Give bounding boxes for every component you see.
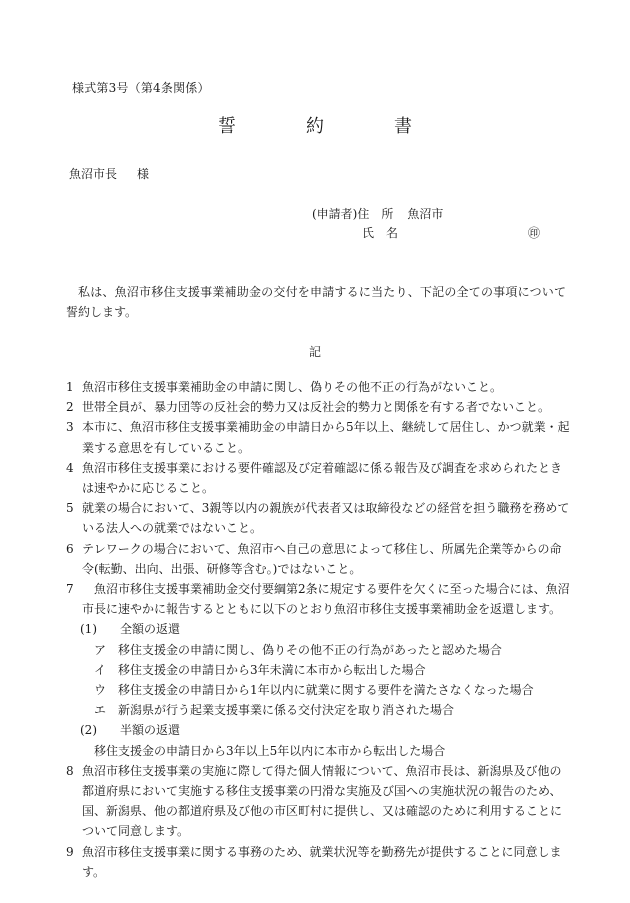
case-text: 移住支援金の申請日から1年以内に就業に関する要件を満たさなくなった場合: [118, 683, 534, 698]
refund-full-case-i: [66, 660, 570, 680]
pledge-item-7: [66, 579, 570, 619]
item-text: 世帯全員が、暴力団等の反社会的勢力又は反社会的勢力と関係を有する者でないこと。: [82, 400, 551, 415]
name-label: 氏 名: [362, 226, 399, 240]
pledge-item-2: [66, 397, 570, 417]
item-text: 魚沼市移住支援事業における要件確認及び定着確認に係る報告及び調査を求められたときは速やかに応じること。: [82, 460, 563, 496]
item-number: 2: [66, 400, 74, 415]
case-text: 移住支援金の申請日から3年未満に本市から転出した場合: [118, 662, 426, 677]
item-number: 5: [66, 501, 74, 516]
pledge-item-3: [66, 417, 570, 457]
item-number: 8: [66, 763, 74, 778]
pledge-item-5: [66, 498, 570, 538]
item-number: 7: [66, 582, 74, 597]
item-text: 魚沼市移住支援事業に関する事務のため、就業状況等を勤務先が提供することに同意します。: [82, 844, 562, 879]
sub-label: 半額の返還: [120, 723, 181, 738]
intro-paragraph: 私は、魚沼市移住支援事業補助金の交付を申請するに当たり、下記の全ての事項について誓約します。: [66, 285, 566, 319]
refund-half-heading: [66, 720, 570, 740]
addressee: [69, 165, 149, 182]
document-title: 誓 約 書: [218, 116, 438, 137]
item-text: 魚沼市移住支援事業の実施に際して得た個人情報について、魚沼市長は、新潟県及び他の都道府県において実施する移住支援事業の円滑な実施及び国への実施状況の報告のため、国、新潟県、他の都道府県及び他の市区町村に提供し、又は確認のために利用することについて同意します。: [82, 763, 563, 839]
item-number: 4: [66, 460, 74, 475]
item-number: 3: [66, 420, 74, 435]
address-label: 住 所: [357, 207, 394, 221]
item-number: 6: [66, 541, 74, 556]
sub-number: (2): [80, 723, 97, 738]
applicant-name-line: [362, 224, 562, 241]
item-text: 就業の場合において、3親等以内の親族が代表者又は取締役などの経営を担う職務を務めている法人への就業ではないこと。: [82, 501, 570, 536]
case-marker: ア: [94, 642, 107, 657]
sub-number: (1): [80, 622, 97, 637]
refund-full-case-e: [66, 700, 570, 720]
addressee-name: 魚沼市長: [69, 167, 118, 181]
refund-half-text: 移住支援金の申請日から3年以上5年以内に本市から転出した場合: [94, 743, 446, 758]
pledge-item-1: [66, 377, 570, 397]
item-text: 魚沼市移住支援事業補助金交付要綱第2条に規定する要件を欠くに至った場合には、魚沼市長に速やかに報告するとともに以下のとおり魚沼市移住支援事業補助金を返還します。: [82, 582, 570, 617]
pledge-item-4: [66, 458, 570, 498]
applicant-role: (申請者): [312, 207, 358, 221]
item-text: 本市に、魚沼市移住支援事業補助金の申請日から5年以上、継続して居住し、かつ就業・起業する意思を有していること。: [82, 420, 570, 455]
refund-full-case-u: [66, 680, 570, 700]
address-value: 魚沼市: [407, 207, 444, 221]
refund-full-case-a: [66, 640, 570, 660]
item-number: 9: [66, 844, 74, 859]
case-marker: ウ: [94, 683, 107, 698]
form-number: 様式第3号（第4条関係）: [72, 81, 210, 95]
pledge-list: [66, 377, 570, 882]
item-text: 魚沼市移住支援事業補助金の申請に関し、偽りその他不正の行為がないこと。: [82, 380, 503, 394]
applicant-address-line: [312, 205, 443, 222]
pledge-item-8: [66, 761, 570, 842]
item-number: 1: [66, 380, 74, 394]
case-text: 移住支援金の申請に関し、偽りその他不正の行為があったと認めた場合: [118, 642, 502, 657]
pledge-item-9: [66, 842, 570, 882]
case-marker: エ: [94, 703, 107, 718]
case-marker: イ: [94, 662, 107, 677]
ki-heading: 記: [308, 345, 321, 359]
addressee-honorific: 様: [137, 167, 150, 181]
pledge-item-6: [66, 539, 570, 579]
refund-full-heading: [66, 619, 570, 639]
case-text: 新潟県が行う起業支援事業に係る交付決定を取り消された場合: [118, 703, 455, 718]
seal-mark: ㊞: [528, 226, 541, 240]
item-text: テレワークの場合において、魚沼市へ自己の意思によって移住し、所属先企業等からの命令(転勤、出向、出張、研修等含む。)ではないこと。: [82, 541, 562, 576]
sub-label: 全額の返還: [120, 622, 181, 637]
